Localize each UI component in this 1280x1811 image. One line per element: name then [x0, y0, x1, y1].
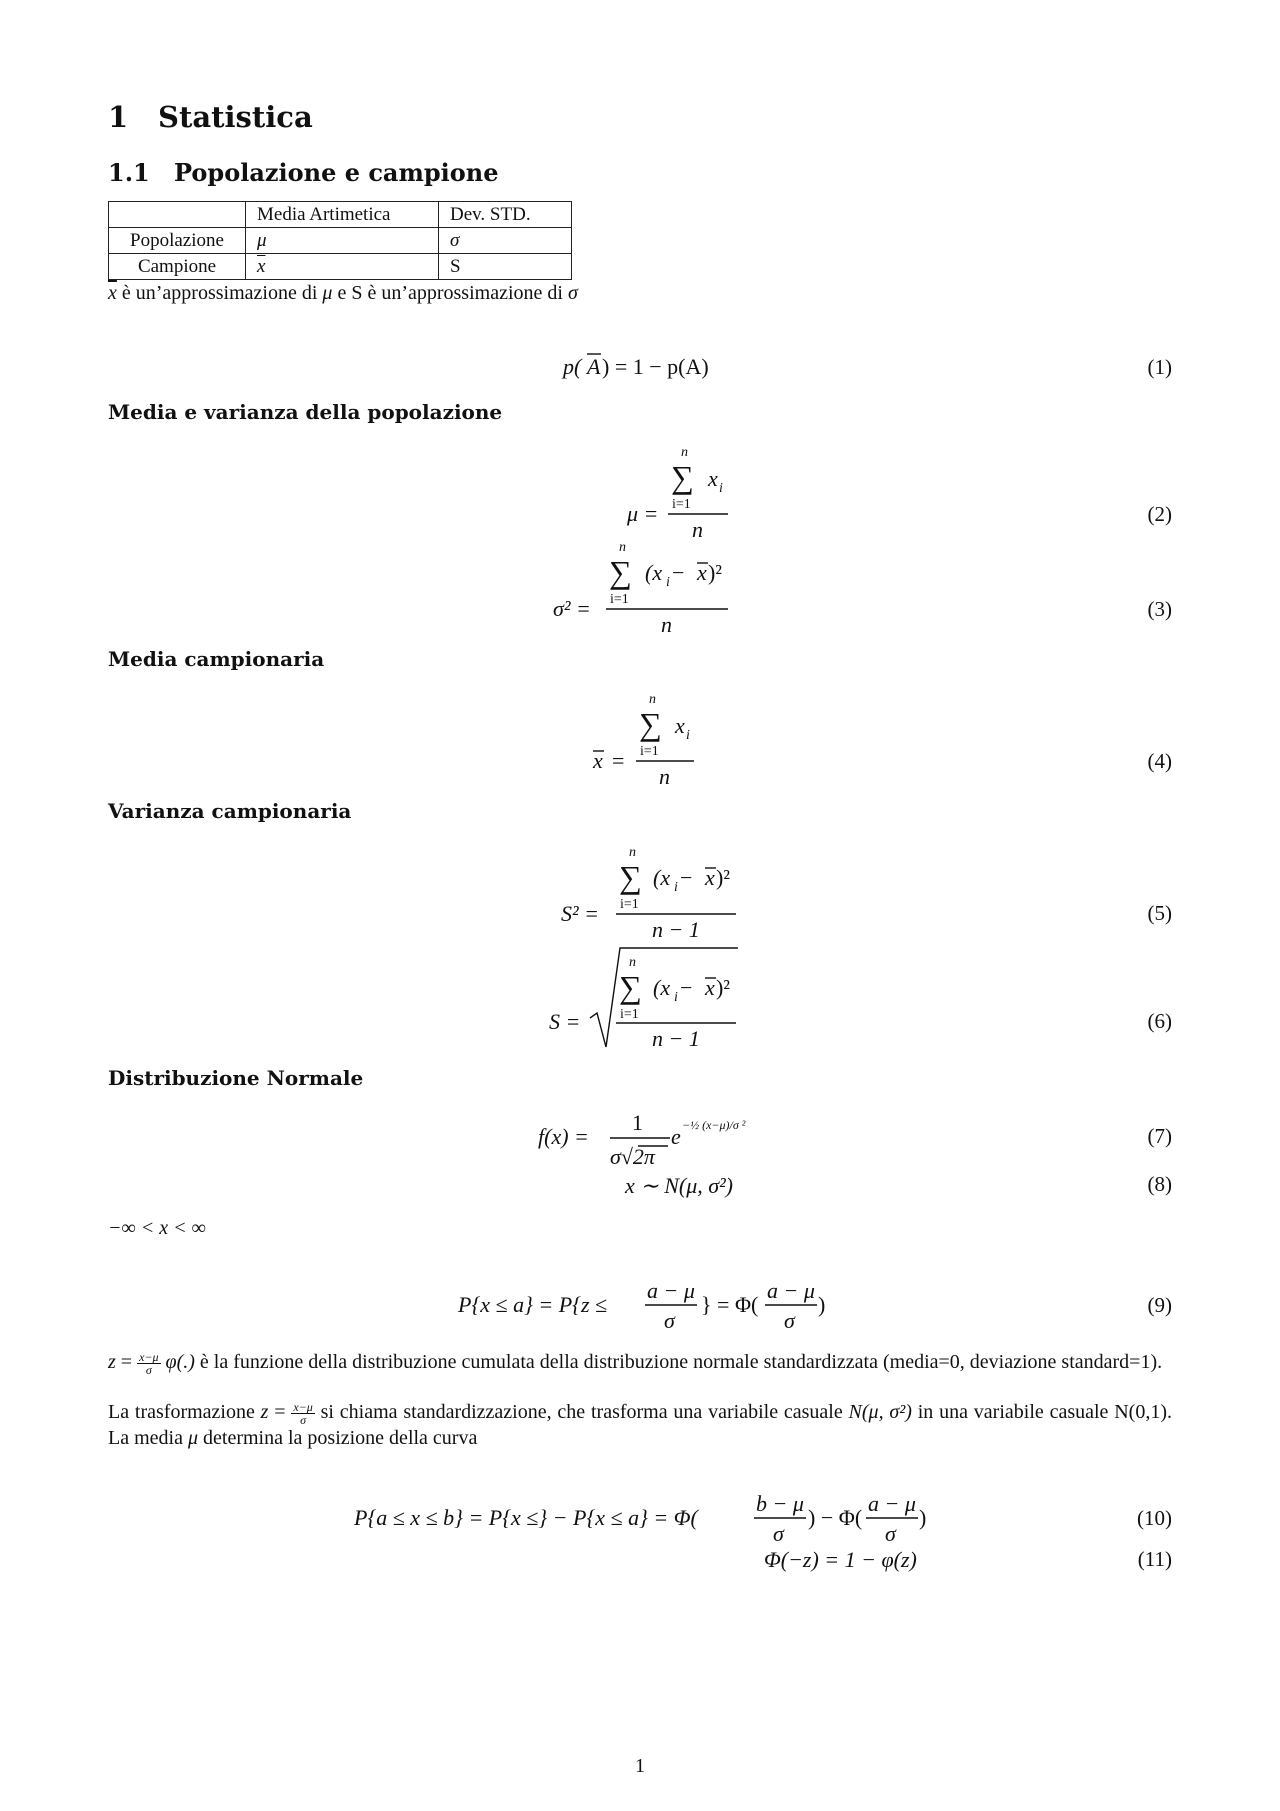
- eq2-sum-bot: i=1: [672, 497, 691, 512]
- eq4-den: n: [659, 764, 670, 789]
- eq7-lhs: f(x) =: [538, 1124, 589, 1149]
- eq3-term3: )²: [708, 560, 722, 585]
- equation-6: [549, 948, 738, 1051]
- paragraph-heading-sample-mean: Media campionaria: [108, 647, 325, 671]
- eq10-part3: ): [919, 1505, 927, 1530]
- paragraph-heading-normal: Distribuzione Normale: [108, 1066, 364, 1090]
- eq4-sub: i: [686, 728, 690, 743]
- eq4-eq: =: [612, 748, 625, 773]
- eq1-rhs: ) = 1 − p(A): [602, 354, 709, 379]
- eq6-sub: i: [674, 990, 678, 1005]
- eq9-frac2-den: σ: [784, 1308, 795, 1333]
- equation-number: (2): [1147, 502, 1172, 526]
- equation-number: (5): [1147, 901, 1172, 925]
- z-note-paragraph: [108, 1350, 1172, 1376]
- equation-10: [353, 1491, 926, 1546]
- equation-7: [538, 1110, 746, 1169]
- eq4-sigma: ∑: [639, 706, 662, 742]
- eq3-den: n: [661, 612, 672, 637]
- eq4-term: x: [675, 713, 685, 738]
- equation-number: (9): [1147, 1293, 1172, 1317]
- eq5-sum-top: n: [629, 845, 636, 860]
- standardization-paragraph: [108, 1400, 1172, 1451]
- section-number: 1: [108, 100, 129, 134]
- table-cell: Popolazione: [109, 228, 246, 254]
- eq7-den: σ√2π: [610, 1144, 655, 1169]
- eq6-sum-top: n: [629, 955, 636, 970]
- normal-dist: N(μ, σ²): [848, 1401, 912, 1423]
- equation-3: [553, 540, 728, 637]
- eq-sign: =: [268, 1401, 292, 1423]
- eq5-sub: i: [674, 880, 678, 895]
- eq5-term2: −: [680, 865, 693, 890]
- eq5-term3: )²: [716, 865, 730, 890]
- eq3-sum-bot: i=1: [610, 592, 629, 607]
- table-cell: σ: [439, 228, 572, 254]
- inline-fraction: [291, 1401, 314, 1426]
- paragraph-heading-sample-variance: Varianza campionaria: [108, 799, 352, 823]
- std-end: determina la posizione della curva: [198, 1426, 478, 1449]
- section-title: Statistica: [158, 100, 313, 134]
- eq6-xbar: x: [705, 975, 715, 1000]
- z-symbol: z: [108, 1351, 116, 1373]
- equation-number: (11): [1137, 1547, 1172, 1571]
- eq6-lhs: S =: [549, 1009, 581, 1034]
- eq11-text: Φ(−z) = 1 − φ(z): [764, 1547, 917, 1572]
- equation-11: [764, 1547, 917, 1572]
- z-note-text: è la funzione della distribuzione cumulata della distribuzione normale standardizzata (media=0, deviazione standard=1).: [194, 1351, 1163, 1373]
- equation-number: (10): [1137, 1506, 1172, 1530]
- eq9-frac2-num: a − μ: [767, 1278, 815, 1303]
- range-text: −∞ < x < ∞: [108, 1217, 206, 1239]
- std-mid: si chiama standardizzazione, che trasforma una variabile casuale: [314, 1401, 849, 1423]
- eq1-A: A: [587, 354, 601, 379]
- eq5-den: n − 1: [652, 917, 700, 942]
- eq5-xbar: x: [705, 865, 715, 890]
- eq3-sub: i: [666, 575, 670, 590]
- eq6-term: (x: [653, 975, 671, 1000]
- table-cell: Campione: [109, 254, 246, 280]
- eq3-xbar: x: [697, 560, 707, 585]
- std-pre: La trasformazione: [108, 1401, 261, 1423]
- eq2-term: x: [708, 466, 718, 491]
- eq6-den: n − 1: [652, 1026, 700, 1051]
- fraction-den: σ: [300, 1412, 307, 1427]
- eq3-lhs: σ² =: [553, 596, 591, 621]
- table-cell: $\overline{x}$: [246, 254, 439, 280]
- mu-symbol: μ: [322, 282, 333, 304]
- eq10-part1: P{a ≤ x ≤ b} = P{x ≤} − P{x ≤ a} = Φ(: [354, 1505, 698, 1530]
- eq9-frac1-num: a − μ: [647, 1278, 695, 1303]
- equation-1: [561, 354, 709, 379]
- z-symbol: z: [260, 1401, 269, 1423]
- equation-number: (6): [1147, 1009, 1172, 1033]
- equation-8: [624, 1173, 733, 1198]
- eq9-part1: P{x ≤ a} = P{z ≤: [458, 1292, 608, 1317]
- eq6-term3: )²: [716, 975, 730, 1000]
- eq9-part3: ): [818, 1292, 826, 1317]
- eq6-term2: −: [680, 975, 693, 1000]
- eq4-lhs: x: [593, 748, 603, 773]
- eq3-term: (x: [645, 560, 663, 585]
- eq2-den: n: [692, 517, 703, 542]
- eq2-sub: i: [719, 481, 723, 496]
- xbar-symbol: $\overline{x}$: [108, 282, 117, 304]
- fraction-den: σ: [145, 1362, 152, 1377]
- equation-4: [592, 692, 694, 789]
- eq2-lhs: μ =: [627, 501, 659, 526]
- eq7-exponent: −½ (x−μ)/σ ²: [682, 1118, 746, 1132]
- eq3-term2: −: [672, 560, 685, 585]
- equation-number: (8): [1147, 1172, 1172, 1196]
- eq10-frac2-num: a − μ: [868, 1491, 916, 1516]
- eq3-sigma: ∑: [609, 554, 632, 590]
- eq9-frac1-den: σ: [664, 1308, 675, 1333]
- equation-9: [457, 1278, 825, 1333]
- eq10-frac1-den: σ: [773, 1521, 784, 1546]
- eq5-sum-bot: i=1: [620, 897, 639, 912]
- table-header-cell: Media Artimetica: [246, 202, 439, 228]
- fraction-num: x−μ: [293, 1399, 313, 1414]
- table-header-cell: Dev. STD.: [439, 202, 572, 228]
- eq-sign: =: [115, 1351, 138, 1373]
- eq5-sigma: ∑: [619, 859, 642, 895]
- note-text: è un’approssimazione di: [116, 282, 323, 304]
- subsection-number: 1.1: [108, 158, 150, 187]
- paragraph-heading-population: Media e varianza della popolazione: [108, 400, 503, 424]
- inline-fraction: [137, 1351, 160, 1376]
- equation-number: (7): [1147, 1124, 1172, 1148]
- note-text: e S è un’approssimazione di: [332, 282, 568, 304]
- equation-number: (4): [1147, 749, 1172, 773]
- eq2-sum-top: n: [681, 445, 688, 460]
- mu-symbol: μ: [187, 1426, 199, 1449]
- fraction-num: x−μ: [139, 1349, 159, 1364]
- eq8-text: x ∼ N(μ, σ²): [625, 1173, 734, 1198]
- page-number: 1: [635, 1755, 645, 1777]
- eq1-lhs: p(: [563, 354, 582, 379]
- eq3-sum-top: n: [619, 540, 626, 555]
- eq7-e: e: [671, 1124, 681, 1149]
- eq9-part2: } = Φ(: [701, 1292, 759, 1317]
- eq4-sum-bot: i=1: [640, 744, 659, 759]
- phi-symbol: φ(.): [160, 1351, 195, 1373]
- equation-5: [561, 845, 736, 942]
- eq6-sum-bot: i=1: [620, 1007, 639, 1022]
- equation-number: (1): [1147, 355, 1172, 379]
- sigma-symbol: σ: [567, 282, 578, 304]
- eq6-sigma: ∑: [619, 969, 642, 1005]
- eq5-term: (x: [653, 865, 671, 890]
- std-post: in una variabile casuale N(0,1). La media: [108, 1401, 1172, 1449]
- eq4-sum-top: n: [649, 692, 656, 707]
- eq2-sigma: ∑: [671, 459, 694, 495]
- eq7-num: 1: [632, 1110, 643, 1135]
- eq10-frac2-den: σ: [885, 1521, 896, 1546]
- table-cell: μ: [246, 228, 439, 254]
- equation-number: (3): [1147, 597, 1172, 621]
- table-cell: S: [439, 254, 572, 280]
- eq5-lhs: S² =: [561, 901, 599, 926]
- eq10-part2: ) − Φ(: [808, 1505, 863, 1530]
- eq10-frac1-num: b − μ: [756, 1491, 804, 1516]
- subsection-title: Popolazione e campione: [174, 158, 499, 187]
- equation-2: [626, 445, 728, 542]
